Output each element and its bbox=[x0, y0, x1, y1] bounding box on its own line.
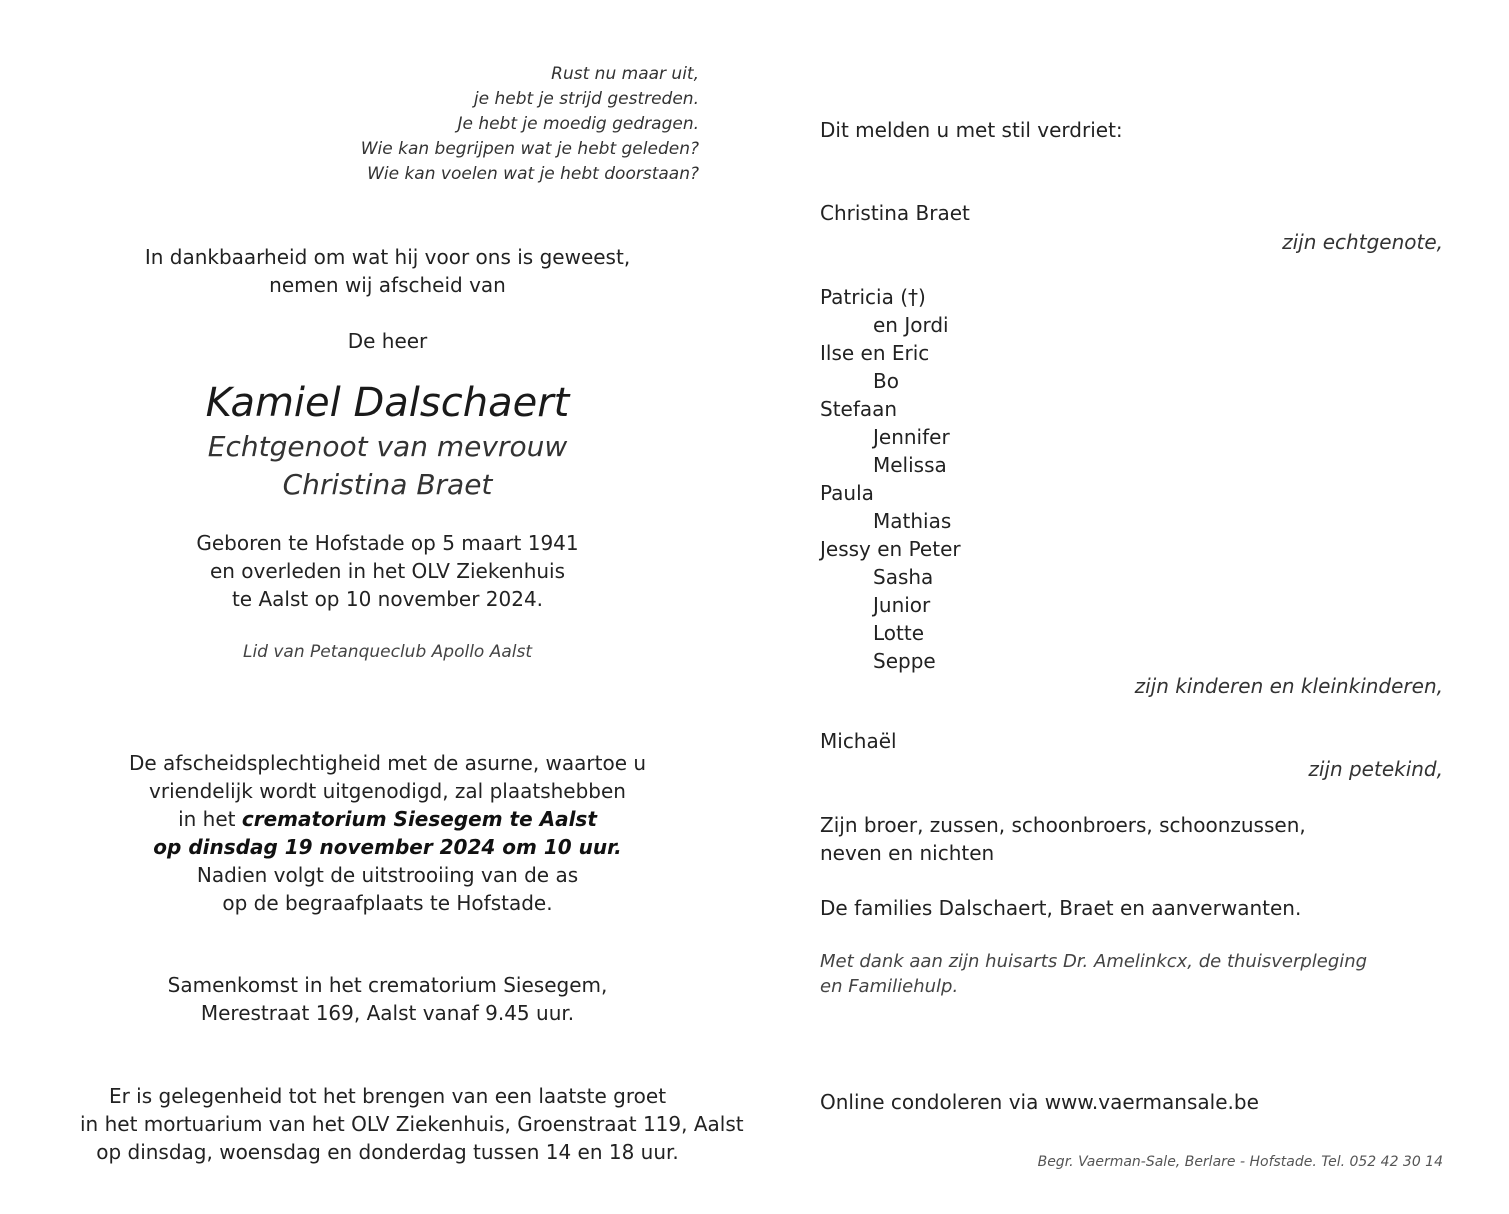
intro-line: In dankbaarheid om wat hij voor ons is geweest, bbox=[144, 245, 631, 269]
family-member: Bo bbox=[873, 369, 899, 393]
farewell-line: Er is gelegenheid tot het brengen van een laatste groet bbox=[108, 1084, 667, 1108]
family-member: Jessy en Peter bbox=[820, 537, 961, 561]
wife-role: zijn echtgenote, bbox=[1282, 230, 1443, 254]
gathering-info bbox=[80, 971, 695, 1027]
family-member: Mathias bbox=[873, 509, 952, 533]
gathering-line: Merestraat 169, Aalst vanaf 9.45 uur. bbox=[200, 1001, 575, 1025]
godchild-name: Michaël bbox=[820, 729, 897, 753]
online-condolence: Online condoleren via www.vaermansale.be bbox=[820, 1090, 1259, 1114]
family-member: Seppe bbox=[873, 649, 936, 673]
godchild-role: zijn petekind, bbox=[1308, 757, 1443, 781]
ceremony-datetime: op dinsdag 19 november 2024 om 10 uur. bbox=[153, 835, 622, 859]
families: De families Dalschaert, Braet en aanverwanten. bbox=[820, 896, 1302, 920]
poem-line: Je hebt je moedig gedragen. bbox=[457, 114, 699, 134]
siblings-line: Zijn broer, zussen, schoonbroers, schoonzussen, bbox=[820, 813, 1306, 837]
ceremony-line: op de begraafplaats te Hofstade. bbox=[222, 891, 553, 915]
poem-line: Wie kan voelen wat je hebt doorstaan? bbox=[367, 164, 699, 184]
family-member: en Jordi bbox=[873, 313, 949, 337]
ceremony-location bbox=[80, 805, 695, 833]
birth-line: te Aalst op 10 november 2024. bbox=[231, 587, 544, 611]
ceremony-prefix: in het bbox=[178, 807, 242, 831]
family-member: Paula bbox=[820, 481, 874, 505]
poem-line: Rust nu maar uit, bbox=[551, 64, 699, 84]
poem-line: Wie kan begrijpen wat je hebt geleden? bbox=[360, 139, 699, 159]
gathering-line: Samenkomst in het crematorium Siesegem, bbox=[167, 973, 608, 997]
ceremony-line: vriendelijk wordt uitgenodigd, zal plaatshebben bbox=[149, 779, 626, 803]
children-role: zijn kinderen en kleinkinderen, bbox=[1134, 674, 1443, 698]
family-member: Jennifer bbox=[873, 425, 950, 449]
farewell-info bbox=[80, 1082, 744, 1166]
poem-line: je hebt je strijd gestreden. bbox=[473, 89, 699, 109]
family-member: Junior bbox=[873, 593, 931, 617]
farewell-line: op dinsdag, woensdag en donderdag tussen 14 en 18 uur. bbox=[96, 1140, 679, 1164]
funeral-home-footer: Begr. Vaerman-Sale, Berlare - Hofstade. Tel. 052 42 30 14 bbox=[1037, 1154, 1443, 1170]
spouse-line: Christina Braet bbox=[282, 468, 493, 501]
thanks-note bbox=[820, 949, 1367, 999]
thanks-line: Met dank aan zijn huisarts Dr. Amelinkcx, de thuisverpleging bbox=[820, 951, 1368, 972]
family-member: Melissa bbox=[873, 453, 947, 477]
deceased-name: Kamiel Dalschaert bbox=[205, 380, 570, 426]
family-list bbox=[820, 283, 961, 675]
family-member: Lotte bbox=[873, 621, 925, 645]
ceremony-line: De afscheidsplechtigheid met de asurne, waartoe u bbox=[128, 751, 647, 775]
birth-death-info bbox=[80, 529, 695, 613]
ceremony-line: Nadien volgt de uitstrooiing van de as bbox=[196, 863, 579, 887]
family-member: Ilse en Eric bbox=[820, 341, 930, 365]
family-member: Stefaan bbox=[820, 397, 898, 421]
crematorium-name: crematorium Siesegem te Aalst bbox=[241, 807, 597, 831]
siblings-line: neven en nichten bbox=[820, 841, 995, 865]
intro-text bbox=[80, 243, 695, 299]
club-membership: Lid van Petanqueclub Apollo Aalst bbox=[242, 642, 533, 662]
family-member: Patricia (†) bbox=[820, 285, 926, 309]
wife-name: Christina Braet bbox=[820, 201, 970, 225]
poem bbox=[239, 62, 699, 187]
siblings bbox=[820, 811, 1306, 867]
announcement: Dit melden u met stil verdriet: bbox=[820, 118, 1123, 142]
farewell-line: in het mortuarium van het OLV Ziekenhuis, Groenstraat 119, Aalst bbox=[80, 1112, 744, 1136]
thanks-line: en Familiehulp. bbox=[820, 976, 959, 997]
spouse-line: Echtgenoot van mevrouw bbox=[207, 430, 568, 463]
birth-line: Geboren te Hofstade op 5 maart 1941 bbox=[196, 531, 579, 555]
salutation: De heer bbox=[347, 329, 428, 353]
intro-line: nemen wij afscheid van bbox=[269, 273, 506, 297]
birth-line: en overleden in het OLV Ziekenhuis bbox=[209, 559, 566, 583]
family-member: Sasha bbox=[873, 565, 934, 589]
ceremony-info bbox=[80, 749, 695, 917]
spouse-info bbox=[80, 428, 695, 504]
